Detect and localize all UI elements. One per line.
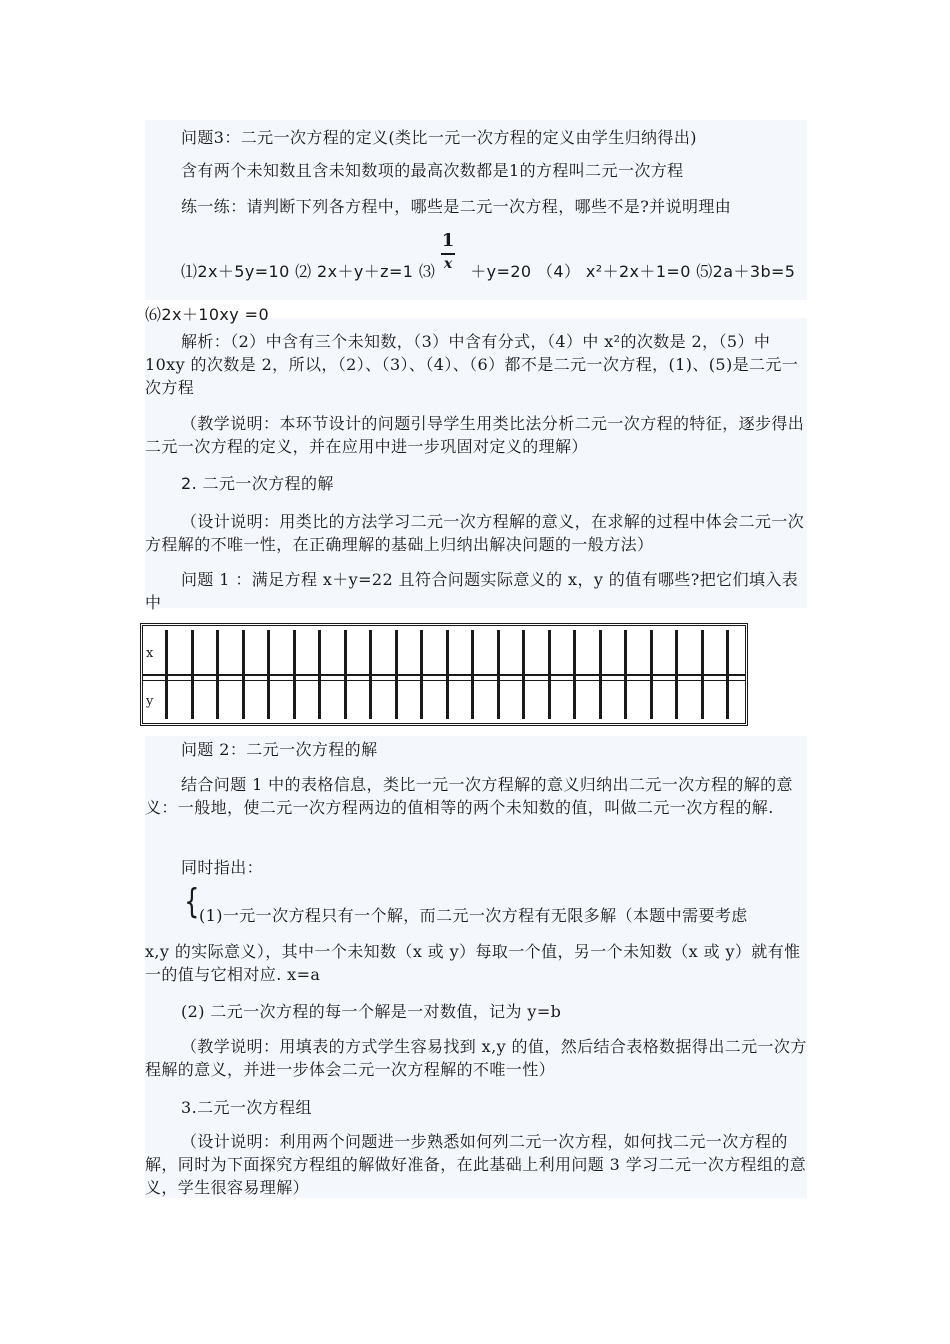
equation-5: ⑸2a＋3b=5 [696, 262, 796, 281]
table-column-divider [420, 630, 423, 719]
table-row-label-x: x [146, 646, 154, 661]
practice-prompt: 练一练：请判断下列各方程中，哪些是二元一次方程，哪些不是?并说明理由 [181, 197, 732, 216]
table-column-divider [344, 630, 347, 719]
fraction-bar [441, 253, 455, 255]
teaching-note-2: （教学说明：用填表的方式学生容易找到 x,y 的值，然后结合表格数据得出二元一次方程解的意义，并进一步体会二元一次方程解的不唯一性） [145, 1037, 807, 1079]
table-column-divider [573, 630, 576, 719]
problem-3-title: 问题3：二元一次方程的定义(类比一元一次方程的定义由学生归纳得出) [181, 128, 697, 147]
equation-3-prefix: ⑶ [418, 262, 436, 281]
equation-6: ⑹2x＋10xy =0 [145, 305, 270, 324]
equation-2: ⑵ 2x＋y＋z=1 [295, 262, 414, 281]
problem-2-text: 结合问题 1 中的表格信息，类比一元一次方程解的意义归纳出二元一次方程的解的意义：一般地，使二元一次方程两边的值相等的两个未知数的值，叫做二元一次方程的解. [145, 775, 793, 817]
table-column-divider [267, 630, 270, 719]
table-column-divider [497, 630, 500, 719]
answer-table [140, 623, 748, 726]
table-column-divider [726, 630, 729, 719]
problem-1-text: 问题 1 ：满足方程 x＋y=22 且符合问题实际意义的 x，y 的值有哪些?把它们填入表中 [145, 570, 799, 612]
analysis-paragraph: 解析：（2）中含有三个未知数，（3）中含有分式，（4）中 x²的次数是 2，（5）中 10xy 的次数是 2，所以，（2）、（3）、（4）、（6）都不是二元一次方程，(1)、(5)是二元一次方程 [145, 332, 799, 397]
table-column-divider [395, 630, 398, 719]
also-point-label: 同时指出： [181, 858, 264, 877]
table-column-divider [675, 630, 678, 719]
point-2-text: (2) 二元一次方程的每一个解是一对数值，记为 y=b [181, 1002, 562, 1021]
design-note-2: （设计说明：用类比的方法学习二元一次方程解的意义，在求解的过程中体会二元一次方程解的不唯一性，在正确理解的基础上归纳出解决问题的一般方法） [145, 512, 805, 554]
equation-4: （4） x²＋2x＋1=0 [537, 262, 691, 281]
section-2-heading: 2. 二元一次方程的解 [181, 474, 334, 493]
table-column-divider [293, 630, 296, 719]
fraction-numerator: 1 [441, 230, 455, 251]
equation-1: ⑴2x＋5y=10 [181, 262, 290, 281]
equation-3-suffix: ＋y=20 [470, 262, 532, 281]
table-column-divider [165, 630, 168, 719]
design-note-3: （设计说明：利用两个问题进一步熟悉如何列二元一次方程，如何找二元一次方程的解，同时为下面探究方程组的解做好准备，在此基础上利用问题 3 学习二元一次方程组的意义，学生很容易理解） [145, 1132, 807, 1197]
point-1-line-a: (1)一元一次方程只有一个解，而二元一次方程有无限多解（本题中需要考虑 [199, 906, 748, 925]
table-column-divider [191, 630, 194, 719]
table-row-label-y: y [146, 694, 154, 709]
table-column-divider [624, 630, 627, 719]
brace-symbol: { [184, 882, 200, 922]
table-column-divider [446, 630, 449, 719]
table-column-divider [599, 630, 602, 719]
table-column-divider [471, 630, 474, 719]
table-column-divider [522, 630, 525, 719]
table-row-separator [143, 674, 745, 681]
table-column-divider [650, 630, 653, 719]
point-1-line-b: x,y 的实际意义），其中一个未知数（x 或 y）每取一个值，另一个未知数（x 或 y）就有惟一的值与它相对应. x=a [145, 942, 801, 984]
equation-list [181, 262, 811, 282]
table-column-divider [701, 630, 704, 719]
table-column-divider [318, 630, 321, 719]
table-column-divider [242, 630, 245, 719]
table-column-divider [369, 630, 372, 719]
problem-2-title: 问题 2：二元一次方程的解 [181, 740, 378, 759]
table-column-divider [216, 630, 219, 719]
definition-text: 含有两个未知数且含未知数项的最高次数都是1的方程叫二元一次方程 [181, 161, 684, 180]
teaching-note-1: （教学说明：本环节设计的问题引导学生用类比法分析二元一次方程的特征，逐步得出二元一次方程的定义，并在应用中进一步巩固对定义的理解） [145, 414, 805, 456]
section-3-heading: 3.二元一次方程组 [181, 1098, 312, 1117]
fraction-denominator: x [443, 256, 453, 272]
table-column-divider [548, 630, 551, 719]
